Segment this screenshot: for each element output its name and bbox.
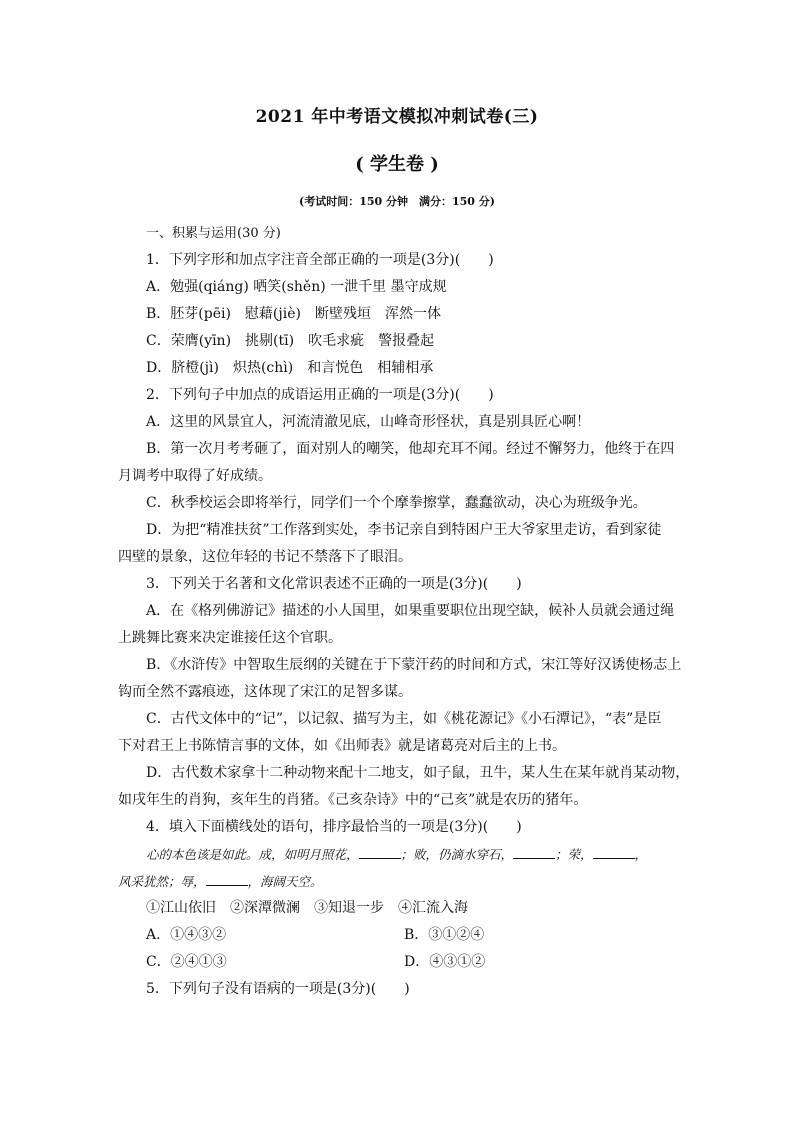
question-2-option-b-line2: 月调考中取得了好成绩。	[118, 468, 272, 484]
question-3-option-c-line1: C．古代文体中的“记”，以记叙、描写为主，如《桃花源记》《小石潭记》，“表”是臣	[146, 711, 662, 727]
question-4-stem: 4．填入下面横线处的语句，排序最恰当的一项是(3分)( )	[146, 819, 522, 835]
question-2-option-d-line1: D．为把“精准扶贫”工作落到实处，李书记亲自到特困户王大爷家里走访，看到家徒	[146, 522, 662, 538]
question-1-option-c: C．荣膺(yīn) 挑剔(tī) 吹毛求疵 警报叠起	[146, 333, 435, 349]
page-subtitle: ( 学生卷 )	[355, 154, 439, 175]
answer-blank	[206, 872, 248, 886]
question-3-option-a-line2: 上跳舞比赛来决定谁接任这个官职。	[118, 630, 342, 646]
question-4-option-c: C．②④①③	[146, 954, 227, 970]
passage-text: 风采犹然；辱，	[118, 874, 206, 889]
passage-text: ，海阔天空。	[247, 874, 323, 889]
question-2-option-a: A．这里的风景宜人，河流清澈见底，山峰奇形怪状，真是别具匠心啊！	[146, 414, 591, 430]
question-1-option-d: D．脐橙(jì) 炽热(chì) 和言悦色 相辅相承	[146, 360, 434, 376]
exam-info: (考试时间：150 分钟 满分：150 分)	[299, 195, 495, 208]
question-3-option-b-line2: 钩而全然不露痕迹，这体现了宋江的足智多谋。	[118, 684, 412, 700]
page-title: 2021 年中考语文模拟冲刺试卷(三)	[255, 107, 539, 127]
passage-text: ，	[634, 847, 648, 862]
question-3-stem: 3．下列关于名著和文化常识表述不正确的一项是(3分)( )	[146, 576, 522, 592]
question-3-option-c-line2: 下对君王上书陈情言事的文体，如《出师表》就是诸葛亮对后主的上书。	[118, 738, 566, 754]
answer-blank	[513, 845, 555, 859]
question-5-stem: 5．下列句子没有语病的一项是(3分)( )	[146, 981, 410, 997]
question-4-option-a: A．①④③②	[146, 927, 227, 943]
question-3-option-b-line1: B．《水浒传》中智取生辰纲的关键在于下蒙汗药的时间和方式，宋江等好汉诱使杨志上	[146, 657, 682, 673]
passage-text: ；荣，	[555, 847, 593, 862]
passage-text: 心的本色该是如此。成，如明月照花，	[146, 847, 359, 862]
question-4-options-row1	[118, 922, 678, 949]
question-2-option-d-line2: 四壁的景象，这位年轻的书记不禁落下了眼泪。	[118, 549, 412, 565]
question-4-option-d: D．④③①②	[404, 954, 486, 970]
question-3-option-d-line2: 如戌年生的肖狗，亥年生的肖猪。《己亥杂诗》中的“己亥”就是农历的猪年。	[118, 792, 588, 808]
section-heading: 一、积累与运用(30 分)	[146, 226, 281, 241]
question-4-options-row2	[118, 949, 678, 976]
answer-blank	[593, 845, 635, 859]
question-4-passage-line1	[118, 841, 678, 868]
question-3-option-a-line1: A．在《格列佛游记》描述的小人国里，如果重要职位出现空缺，候补人员就会通过绳	[146, 603, 675, 619]
question-2-option-c: C．秋季校运会即将举行，同学们一个个摩拳擦掌，蠢蠢欲动，决心为班级争光。	[146, 495, 647, 511]
answer-blank	[359, 845, 401, 859]
question-4-option-b: B．③①②④	[404, 927, 485, 943]
exam-content	[118, 220, 690, 1003]
question-3-option-d-line1: D．古代数术家拿十二种动物来配十二地支，如子鼠，丑牛，某人生在某年就肖某动物，	[146, 765, 690, 781]
question-1-option-b: B．胚芽(pēi) 慰藉(jiè) 断壁残垣 浑然一体	[146, 306, 441, 322]
question-4-items: ①江山依旧 ②深潭微澜 ③知退一步 ④汇流入海	[146, 900, 468, 916]
question-2-stem: 2．下列句子中加点的成语运用正确的一项是(3分)( )	[146, 387, 494, 403]
question-1-option-a: A．勉强(qiáng) 哂笑(shěn) 一泄千里 墨守成规	[146, 279, 447, 295]
question-4-passage-line2	[118, 868, 678, 895]
passage-text: ；败，仍滴水穿石，	[400, 847, 514, 862]
question-2-option-b-line1: B．第一次月考考砸了，面对别人的嘲笑，他却充耳不闻。经过不懈努力，他终于在四	[146, 441, 675, 457]
question-1-stem: 1．下列字形和加点字注音全部正确的一项是(3分)( )	[146, 252, 494, 268]
